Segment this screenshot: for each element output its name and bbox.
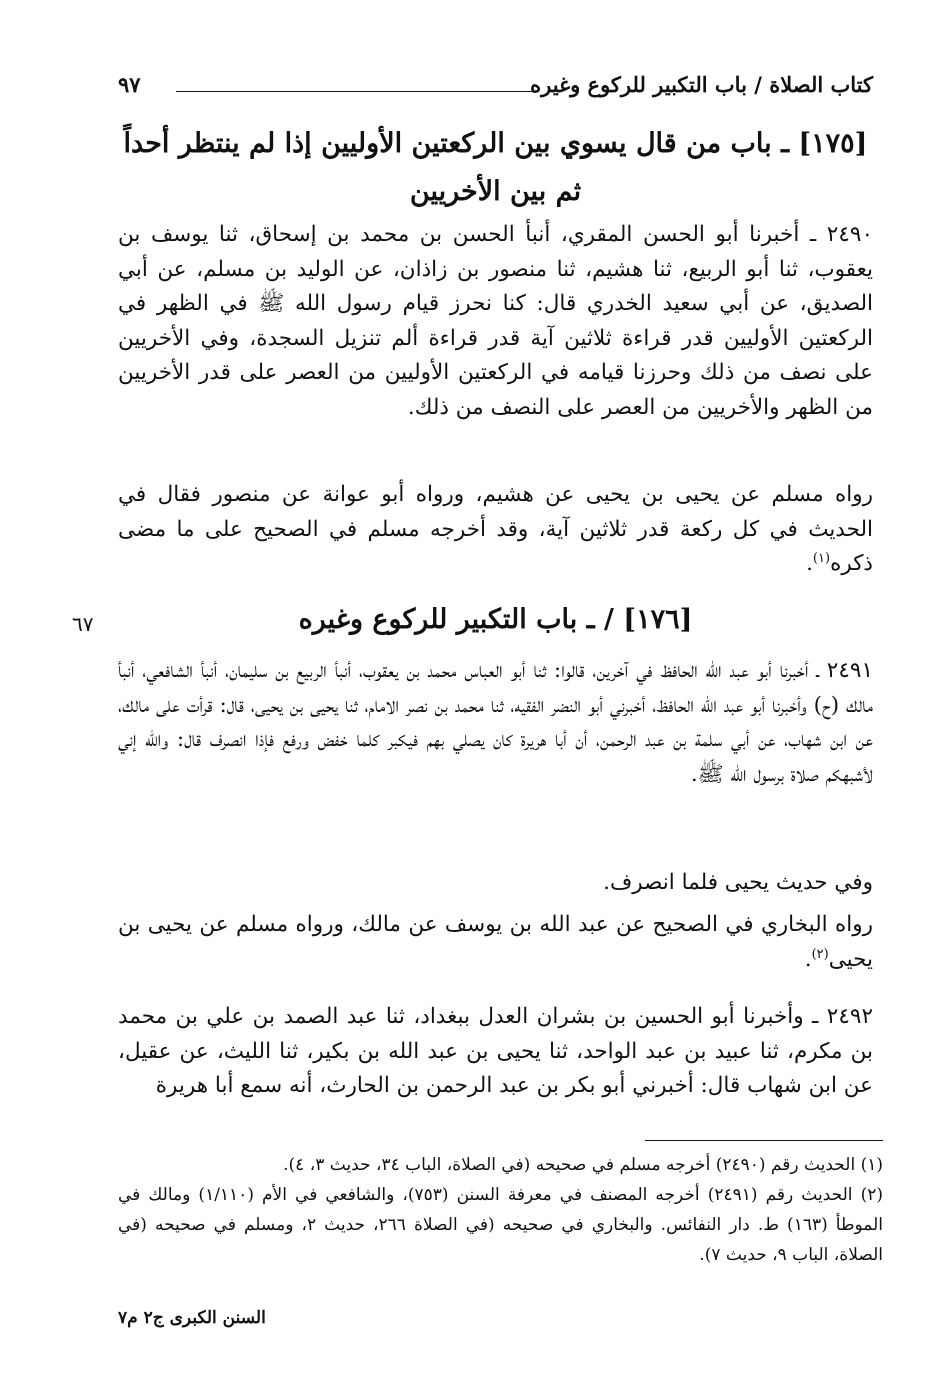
variant-note: وفي حديث يحيى فلما انصرف. [603,870,873,895]
running-head [118,72,873,106]
chapter-heading-176: [١٧٦] / ـ باب التكبير للركوع وغيره [298,604,693,635]
commentary-2491-text: رواه البخاري في الصحيح عن عبد الله بن يوسف عن مالك، ورواه مسلم عن يحيى بن يحيى [118,912,873,972]
page-number: ٩٧ [118,72,141,97]
chapter-heading-175: [١٧٥] ـ باب من قال يسوي بين الركعتين الأوليين إذا لم ينتظر أحداً ثم بين الأخريين [123,128,868,207]
hadith-2491: ٢٤٩١ ـ أخبرنا أبو عبد الله الحافظ في آخرين، قالوا: ثنا أبو العباس محمد بن يعقوب، أنبأ الربيع بن سليمان، أنبأ الشافعي، أنبأ مالك (ح) وأخبرنا أبو عبد الله الحافظ، أخبرني أبو النضر الفقيه، ثنا محمد بن نصر الامام، ثنا يحيى بن يحيى، قال: قرأت على مالك، عن ابن شهاب، عن أبي سلمة بن عبد الرحمن، أن أبا هريرة كان يصلي بهم فيكبر كلما خفض ورفع فإذا انصرف قال: والله إني لأشبهكم صلاة برسول الله ﷺ. [118,658,873,787]
footnote-1: (١) الحديث رقم (٢٤٩٠) أخرجه مسلم في صحيحه (في الصلاة، الباب ٣٤، حديث ٣، ٤). [283,1155,883,1175]
running-title: كتاب الصلاة / باب التكبير للركوع وغيره [530,72,873,97]
hadith-2492: ٢٤٩٢ ـ وأخبرنا أبو الحسين بن بشران العدل ببغداد، ثنا عبد الصمد بن علي بن محمد بن مكرم، ثنا عبيد بن عبد الواحد، ثنا يحيى بن عبد الله بن بكير، ثنا الليث، عن عقيل، عن ابن شهاب قال: أخبرني أبو بكر بن عبد الرحمن بن الحارث، أنه سمع أبا هريرة [118,1004,873,1099]
print-signature: السنن الكبرى ج٢ م٧ [118,1308,266,1328]
margin-page-note: ٦٧ [72,612,94,636]
footnote-ref-2: (٢) [811,946,829,962]
commentary-2490: رواه مسلم عن يحيى بن يحيى عن هشيم، ورواه أبو عوانة عن منصور فقال في الحديث في كل ركعة قدر ثلاثين آية، وقد أخرجه مسلم في الصحيح على ما مضى ذكره$^{(١)}$. [118,482,873,577]
hadith-2490: ٢٤٩٠ ـ أخبرنا أبو الحسن المقري، أنبأ الحسن بن محمد بن إسحاق، ثنا يوسف بن يعقوب، ثنا أبو الربيع، ثنا هشيم، ثنا منصور بن زاذان، عن الوليد بن مسلم، عن أبي الصديق، عن أبي سعيد الخدري قال: كنا نحرز قيام رسول الله ﷺ في الظهر في الركعتين الأوليين قدر قراءة ثلاثين آية قدر قراءة ألم تنزيل السجدة، وفي الأخريين على نصف من ذلك وحرزنا قيامه في الركعتين الأوليين من العصر على قدر الأخريين من الظهر والأخريين من العصر على النصف من ذلك. [118,222,873,420]
commentary-2490-text: رواه مسلم عن يحيى بن يحيى عن هشيم، ورواه أبو عوانة عن منصور فقال في الحديث في كل ركعة قدر ثلاثين آية، وقد أخرجه مسلم في الصحيح على ما مضى ذكره [118,482,873,577]
running-head-rule [176,91,535,92]
footnote-ref-1: (١) [812,551,831,567]
footnote-2: (٢) الحديث رقم (٢٤٩١) أخرجه المصنف في معرفة السنن (٧٥٣)، والشافعي في الأم (١/١١٠) ومالك في الموطأ (١٦٣) ط. دار النفائس. والبخاري في صحيحه (في الصلاة ٢٦٦، حديث ٢، ومسلم في صحيحه (في الصلاة، الباب ٩، حديث ٧). [118,1185,883,1265]
commentary-2491: رواه البخاري في الصحيح عن عبد الله بن يوسف عن مالك، ورواه مسلم عن يحيى بن يحيى$^{(٢)}$. [118,912,873,972]
footnote-rule [645,1140,883,1141]
footnotes [118,1150,883,1270]
